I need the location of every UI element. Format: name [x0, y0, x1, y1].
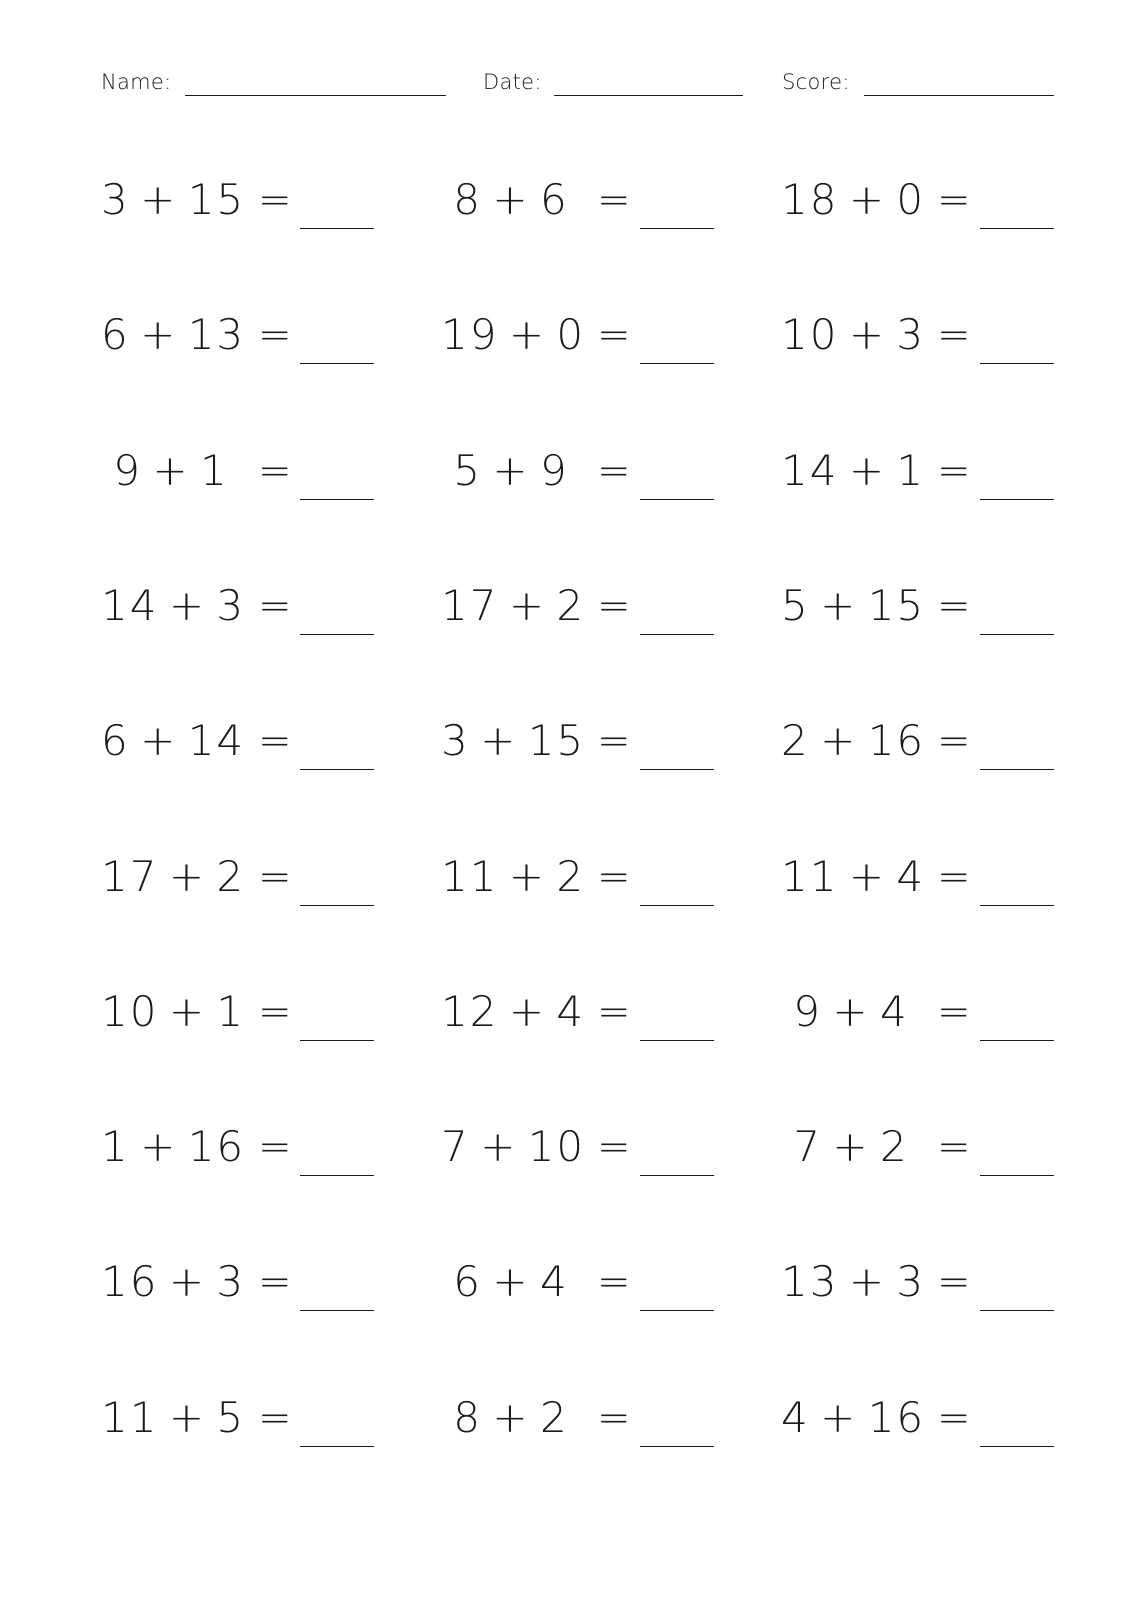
- equals-sign: =: [597, 1259, 631, 1305]
- problem-item: [0, 170, 1140, 230]
- answer-blank[interactable]: [980, 1446, 1054, 1447]
- problem-expression: 1 + 16: [101, 1122, 246, 1171]
- equals-sign: =: [258, 583, 292, 629]
- problem-expression: 4 + 16: [781, 1393, 926, 1442]
- problem-expression: 12 + 4: [441, 987, 586, 1036]
- equals-sign: =: [597, 312, 631, 358]
- score-label: Score:: [782, 70, 850, 94]
- problem-item: [0, 1252, 1140, 1312]
- date-input-line[interactable]: [554, 95, 743, 96]
- problem-expression: 7 + 10: [441, 1122, 586, 1171]
- problem-item: [0, 711, 1140, 771]
- answer-blank[interactable]: [980, 1040, 1054, 1041]
- problem-expression: 11 + 4: [781, 852, 926, 901]
- equals-sign: =: [258, 718, 292, 764]
- problem-expression: 10 + 3: [781, 310, 926, 359]
- problem-expression: 11 + 5: [101, 1393, 246, 1442]
- equals-sign: =: [937, 1124, 971, 1170]
- name-label: Name:: [101, 70, 172, 94]
- equals-sign: =: [597, 989, 631, 1035]
- equals-sign: =: [258, 1259, 292, 1305]
- date-label: Date:: [483, 70, 542, 94]
- name-field: [101, 66, 446, 96]
- problem-expression: 11 + 2: [441, 852, 586, 901]
- problem-item: [0, 1117, 1140, 1177]
- answer-blank[interactable]: [980, 769, 1054, 770]
- problem-item: [0, 982, 1140, 1042]
- equals-sign: =: [597, 854, 631, 900]
- problem-item: [0, 305, 1140, 365]
- problem-expression: 17 + 2: [441, 581, 586, 630]
- equals-sign: =: [258, 312, 292, 358]
- problem-item: [0, 847, 1140, 907]
- problem-expression: 16 + 3: [101, 1257, 246, 1306]
- equals-sign: =: [937, 718, 971, 764]
- equals-sign: =: [937, 312, 971, 358]
- answer-blank[interactable]: [980, 363, 1054, 364]
- problem-expression: 6 + 14: [101, 716, 246, 765]
- equals-sign: =: [258, 854, 292, 900]
- equals-sign: =: [258, 1124, 292, 1170]
- problem-item: [0, 441, 1140, 501]
- answer-blank[interactable]: [980, 1310, 1054, 1311]
- equals-sign: =: [258, 177, 292, 223]
- equals-sign: =: [937, 1395, 971, 1441]
- problem-expression: 9 + 4: [793, 987, 909, 1036]
- score-input-line[interactable]: [864, 95, 1054, 96]
- problem-expression: 10 + 1: [101, 987, 246, 1036]
- answer-blank[interactable]: [980, 905, 1054, 906]
- problem-expression: 5 + 15: [781, 581, 926, 630]
- equals-sign: =: [937, 989, 971, 1035]
- equals-sign: =: [258, 989, 292, 1035]
- equals-sign: =: [597, 448, 631, 494]
- equals-sign: =: [937, 1259, 971, 1305]
- equals-sign: =: [597, 718, 631, 764]
- problem-item: [0, 576, 1140, 636]
- problem-expression: 19 + 0: [441, 310, 586, 359]
- equals-sign: =: [597, 1124, 631, 1170]
- problem-item: [0, 1388, 1140, 1448]
- problem-expression: 6 + 13: [101, 310, 246, 359]
- equals-sign: =: [937, 177, 971, 223]
- equals-sign: =: [597, 1395, 631, 1441]
- equals-sign: =: [937, 854, 971, 900]
- name-input-line[interactable]: [185, 95, 446, 96]
- answer-blank[interactable]: [980, 499, 1054, 500]
- equals-sign: =: [597, 177, 631, 223]
- equals-sign: =: [258, 448, 292, 494]
- problem-expression: 7 + 2: [793, 1122, 909, 1171]
- date-field: [483, 66, 743, 96]
- problem-expression: 5 + 9: [453, 446, 569, 495]
- problem-expression: 8 + 6: [453, 175, 569, 224]
- equals-sign: =: [937, 448, 971, 494]
- worksheet-header: [0, 66, 1140, 106]
- answer-blank[interactable]: [980, 634, 1054, 635]
- problem-expression: 8 + 2: [453, 1393, 569, 1442]
- problem-expression: 3 + 15: [441, 716, 586, 765]
- equals-sign: =: [258, 1395, 292, 1441]
- problem-expression: 17 + 2: [101, 852, 246, 901]
- problem-expression: 13 + 3: [781, 1257, 926, 1306]
- problem-expression: 14 + 3: [101, 581, 246, 630]
- answer-blank[interactable]: [980, 228, 1054, 229]
- problem-expression: 2 + 16: [781, 716, 926, 765]
- answer-blank[interactable]: [980, 1175, 1054, 1176]
- problem-expression: 18 + 0: [781, 175, 926, 224]
- score-field: [782, 66, 1054, 96]
- problem-expression: 6 + 4: [453, 1257, 569, 1306]
- equals-sign: =: [937, 583, 971, 629]
- problem-expression: 9 + 1: [113, 446, 229, 495]
- problem-expression: 3 + 15: [101, 175, 246, 224]
- problem-expression: 14 + 1: [781, 446, 926, 495]
- equals-sign: =: [597, 583, 631, 629]
